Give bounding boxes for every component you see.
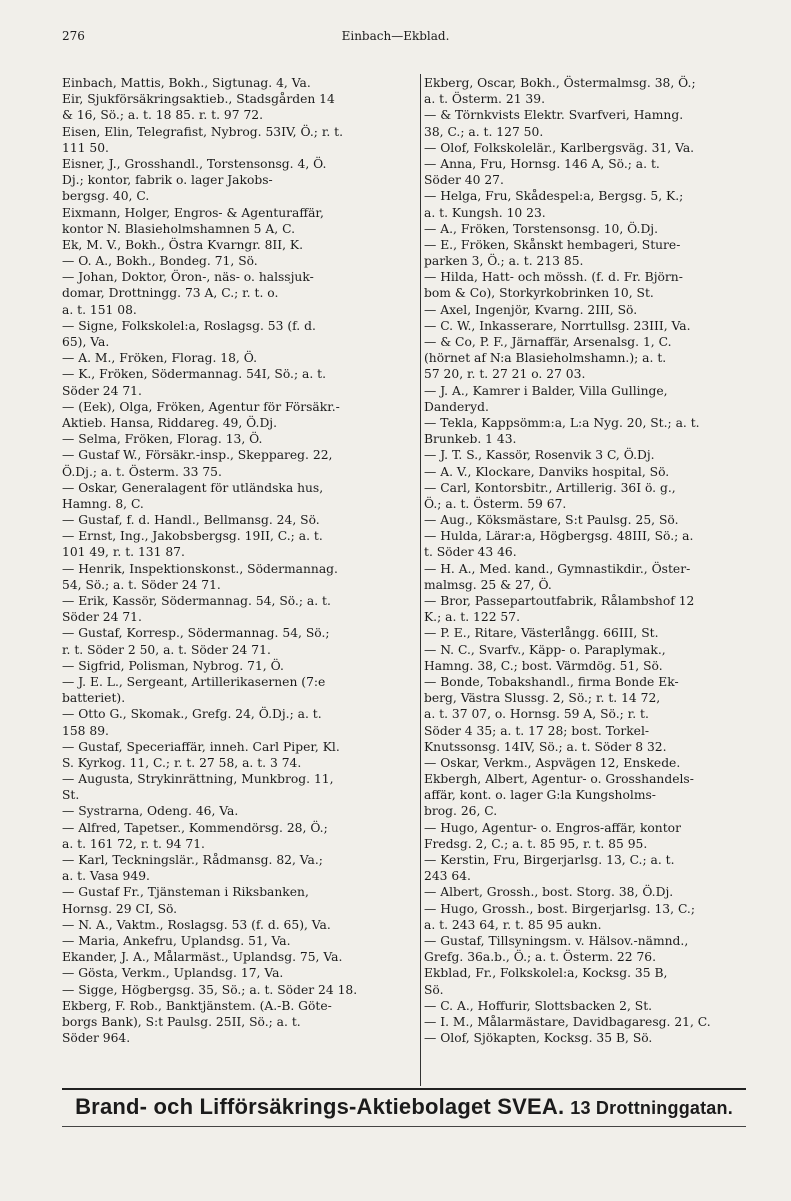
directory-line: — Hilda, Hatt- och mössh. (f. d. Fr. Björn- <box>424 270 683 285</box>
directory-line: — Albert, Grossh., bost. Storg. 38, Ö.Dj. <box>424 885 674 900</box>
directory-line: batteriet). <box>62 691 126 706</box>
advertisement-text: Brand- och Lifförsäkrings-Aktiebolaget SVEA. <box>75 1094 565 1119</box>
directory-line: Hamng. 8, C. <box>62 496 144 511</box>
directory-line: — J. E. L., Sergeant, Artillerikasernen (7:e <box>62 674 326 689</box>
directory-line: Eixmann, Holger, Engros- & Agenturaffär, <box>62 205 324 220</box>
directory-line: a. t. Kungsh. 10 23. <box>424 205 546 220</box>
directory-line: Söder 24 71. <box>62 610 142 625</box>
directory-line: — K., Fröken, Södermannag. 54I, Sö.; a. t. <box>62 367 326 382</box>
directory-line: — Carl, Kontorsbitr., Artillerig. 36I ö. g., <box>424 480 676 495</box>
directory-line: — N. C., Svarfv., Käpp- o. Paraplymak., <box>424 642 666 657</box>
directory-line: — J. A., Kamrer i Balder, Villa Gullinge, <box>424 383 668 398</box>
directory-line: Ö.Dj.; a. t. Österm. 33 75. <box>62 464 222 479</box>
directory-line: — Ernst, Ing., Jakobsbergsg. 19II, C.; a. t. <box>62 529 323 544</box>
directory-line: (hörnet af N:a Blasieholmshamn.); a. t. <box>424 351 667 366</box>
directory-line: — & Co, P. F., Järnaffär, Arsenalsg. 1, C. <box>424 335 672 349</box>
directory-line: — Hulda, Lärar:a, Högbergsg. 48III, Sö.; a. <box>424 529 694 544</box>
directory-line: Knutssonsg. 14IV, Sö.; a. t. Söder 8 32. <box>424 739 667 754</box>
bottom-rule <box>62 1088 746 1090</box>
directory-line: Hornsg. 29 CI, Sö. <box>62 901 178 916</box>
directory-line: 243 64. <box>424 869 471 884</box>
directory-line: — C. W., Inkasserare, Norrtullsg. 23III, Va. <box>424 318 691 333</box>
directory-line: t. Söder 43 46. <box>424 545 517 560</box>
directory-line: malmsg. 25 & 27, Ö. <box>424 577 552 592</box>
left-column <box>62 75 418 1046</box>
directory-line: — A. M., Fröken, Florag. 18, Ö. <box>62 351 258 366</box>
right-column <box>424 75 746 1046</box>
directory-line: — Maria, Ankefru, Uplandsg. 51, Va. <box>62 933 291 948</box>
directory-line: a. t. 151 08. <box>62 302 137 317</box>
directory-line: — Hugo, Grossh., bost. Birgerjarlsg. 13, C.; <box>424 901 695 916</box>
directory-line: Ekblad, Fr., Folkskolel:a, Kocksg. 35 B, <box>424 966 668 981</box>
directory-line: Ö.; a. t. Österm. 59 67. <box>424 496 567 511</box>
directory-line: Eisen, Elin, Telegrafist, Nybrog. 53IV, Ö.; r. t. <box>62 124 344 139</box>
directory-line: a. t. 243 64, r. t. 85 95 aukn. <box>424 917 602 932</box>
directory-line: bergsg. 40, C. <box>62 189 150 204</box>
directory-line: — Sigfrid, Polisman, Nybrog. 71, Ö. <box>62 658 284 673</box>
directory-line: — Alfred, Tapetser., Kommendörsg. 28, Ö.; <box>62 820 328 835</box>
directory-line: brog. 26, C. <box>424 804 498 819</box>
directory-line: Grefg. 36a.b., Ö.; a. t. Österm. 22 76. <box>424 950 657 965</box>
directory-line: & 16, Sö.; a. t. 18 85. r. t. 97 72. <box>62 108 264 123</box>
advertisement-banner <box>62 1094 746 1120</box>
directory-line: — A., Fröken, Torstensonsg. 10, Ö.Dj. <box>424 221 659 236</box>
directory-line: — Selma, Fröken, Florag. 13, Ö. <box>62 432 263 447</box>
directory-line: Ekberg, F. Rob., Banktjänstem. (A.-B. Göte- <box>62 998 332 1013</box>
directory-line: borgs Bank), S:t Paulsg. 25II, Sö.; a. t. <box>62 1014 301 1029</box>
directory-line: affär, kont. o. lager G:la Kungsholms- <box>424 788 656 803</box>
directory-line: — H. A., Med. kand., Gymnastikdir., Öster- <box>424 561 691 576</box>
directory-line: — Gösta, Verkm., Uplandsg. 17, Va. <box>62 966 284 981</box>
directory-line: — N. A., Vaktm., Roslagsg. 53 (f. d. 65), Va. <box>62 917 331 932</box>
directory-line: a. t. 161 72, r. t. 94 71. <box>62 836 205 851</box>
directory-line: kontor N. Blasieholmshamnen 5 A, C. <box>62 221 295 236</box>
directory-line: Ek, M. V., Bokh., Östra Kvarngr. 8II, K. <box>62 237 304 252</box>
directory-line: Hamng. 38, C.; bost. Värmdög. 51, Sö. <box>424 658 663 673</box>
directory-line: domar, Drottningg. 73 A, C.; r. t. o. <box>62 286 279 301</box>
directory-line: Aktieb. Hansa, Riddareg. 49, Ö.Dj. <box>62 415 278 430</box>
directory-line: — I. M., Målarmästare, Davidbagaresg. 21, C. <box>424 1014 711 1029</box>
directory-line: — Gustaf, f. d. Handl., Bellmansg. 24, Sö. <box>62 513 320 528</box>
directory-line: — Oskar, Verkm., Aspvägen 12, Enskede. <box>424 755 681 770</box>
directory-line: S. Kyrkog. 11, C.; r. t. 27 58, a. t. 3 74. <box>62 755 302 770</box>
directory-line: 111 50. <box>62 140 109 155</box>
directory-line: r. t. Söder 2 50, a. t. Söder 24 71. <box>62 642 271 657</box>
directory-line: — Augusta, Strykinrättning, Munkbrog. 11, <box>62 772 334 787</box>
directory-line: — Karl, Teckningslär., Rådmansg. 82, Va.; <box>62 853 323 867</box>
advertisement-address: 13 Drottninggatan. <box>570 1098 733 1118</box>
directory-line: — Olof, Sjökapten, Kocksg. 35 B, Sö. <box>424 1031 653 1046</box>
directory-line: — Gustaf, Speceriaffär, inneh. Carl Piper, Kl. <box>62 739 340 754</box>
directory-line: — O. A., Bokh., Bondeg. 71, Sö. <box>62 254 258 269</box>
directory-line: — Gustaf, Tillsyningsm. v. Hälsov.-nämnd., <box>424 933 689 948</box>
directory-line: — A. V., Klockare, Danviks hospital, Sö. <box>424 464 670 479</box>
directory-line: — Kerstin, Fru, Birgerjarlsg. 13, C.; a. t. <box>424 853 675 867</box>
directory-line: Fredsg. 2, C.; a. t. 85 95, r. t. 85 95. <box>424 836 648 851</box>
directory-line: parken 3, Ö.; a. t. 213 85. <box>424 254 584 269</box>
directory-line: — Helga, Fru, Skådespel:a, Bergsg. 5, K.; <box>424 189 684 204</box>
directory-line: — Henrik, Inspektionskonst., Södermannag. <box>62 561 338 576</box>
running-head: Einbach—Ekblad. <box>341 29 450 43</box>
directory-line: Dj.; kontor, fabrik o. lager Jakobs- <box>62 173 273 188</box>
directory-line: a. t. Österm. 21 39. <box>424 92 545 107</box>
directory-line: berg, Västra Slussg. 2, Sö.; r. t. 14 72, <box>424 691 661 706</box>
directory-line: — P. E., Ritare, Västerlångg. 66III, St. <box>424 626 659 641</box>
directory-line: Ekander, J. A., Målarmäst., Uplandsg. 75, Va. <box>62 950 343 965</box>
directory-line: — Johan, Doktor, Öron-, näs- o. halssjuk- <box>62 270 314 285</box>
directory-line: — Signe, Folkskolel:a, Roslagsg. 53 (f. d. <box>62 318 316 333</box>
directory-line: Söder 40 27. <box>424 173 504 188</box>
directory-line: 38, C.; a. t. 127 50. <box>424 124 544 139</box>
directory-line: — Systrarna, Odeng. 46, Va. <box>62 804 239 819</box>
directory-line: 54, Sö.; a. t. Söder 24 71. <box>62 577 221 592</box>
directory-line: — Axel, Ingenjör, Kvarng. 2III, Sö. <box>424 302 638 317</box>
directory-line: Sö. <box>424 982 444 997</box>
directory-line: Einbach, Mattis, Bokh., Sigtunag. 4, Va. <box>62 76 311 90</box>
directory-line: — Hugo, Agentur- o. Engros-affär, kontor <box>424 820 681 835</box>
directory-line: Danderyd. <box>424 399 489 414</box>
directory-line: Eisner, J., Grosshandl., Torstensonsg. 4, Ö. <box>62 156 327 171</box>
directory-line: 101 49, r. t. 131 87. <box>62 545 185 560</box>
directory-line: Ekberg, Oscar, Bokh., Östermalmsg. 38, Ö.; <box>424 76 696 90</box>
directory-line: — Aug., Köksmästare, S:t Paulsg. 25, Sö. <box>424 513 679 528</box>
directory-line: — Tekla, Kappsömm:a, L:a Nyg. 20, St.; a. t. <box>424 415 700 430</box>
directory-line: — (Eek), Olga, Fröken, Agentur för Försäkr.- <box>62 399 340 414</box>
directory-line: — J. T. S., Kassör, Rosenvik 3 C, Ö.Dj. <box>424 448 655 463</box>
directory-line: a. t. 37 07, o. Hornsg. 59 A, Sö.; r. t. <box>424 707 649 722</box>
directory-line: — Erik, Kassör, Södermannag. 54, Sö.; a. t. <box>62 594 331 608</box>
directory-line: a. t. Vasa 949. <box>62 869 150 884</box>
directory-line: — Otto G., Skomak., Grefg. 24, Ö.Dj.; a. t. <box>62 707 322 722</box>
directory-line: 65), Va. <box>62 335 110 349</box>
directory-line: — Gustaf Fr., Tjänsteman i Riksbanken, <box>62 885 309 900</box>
directory-line: Ekbergh, Albert, Agentur- o. Grosshandels- <box>424 772 694 787</box>
directory-line: St. <box>62 788 80 803</box>
directory-line: — Bonde, Tobakshandl., firma Bonde Ek- <box>424 674 679 689</box>
directory-line: Söder 24 71. <box>62 383 142 398</box>
directory-line: — Anna, Fru, Hornsg. 146 A, Sö.; a. t. <box>424 156 660 171</box>
directory-line: — C. A., Hoffurir, Slottsbacken 2, St. <box>424 998 653 1013</box>
directory-line: Söder 4 35; a. t. 17 28; bost. Torkel- <box>424 723 650 738</box>
footer-rule <box>62 1126 746 1127</box>
directory-line: 57 20, r. t. 27 21 o. 27 03. <box>424 367 586 382</box>
directory-line: Brunkeb. 1 43. <box>424 432 517 447</box>
directory-line: — Bror, Passepartoutfabrik, Rålambshof 12 <box>424 594 695 608</box>
column-divider <box>420 74 421 1086</box>
directory-line: — Oskar, Generalagent för utländska hus, <box>62 480 324 495</box>
directory-line: — Gustaf W., Försäkr.-insp., Skeppareg. 22, <box>62 448 333 463</box>
directory-line: bom & Co), Storkyrkobrinken 10, St. <box>424 286 654 301</box>
directory-line: Söder 964. <box>62 1031 131 1046</box>
directory-line: — Olof, Folkskolelär., Karlbergsväg. 31, Va. <box>424 140 695 155</box>
directory-line: — Gustaf, Korresp., Södermannag. 54, Sö.; <box>62 626 330 641</box>
directory-line: — & Törnkvists Elektr. Svarfveri, Hamng. <box>424 108 684 123</box>
directory-line: — Sigge, Högbergsg. 35, Sö.; a. t. Söder 24 18. <box>62 982 358 997</box>
directory-line: K.; a. t. 122 57. <box>424 610 520 625</box>
directory-line: Eir, Sjukförsäkringsaktieb., Stadsgården 14 <box>62 92 335 107</box>
directory-line: — E., Fröken, Skånskt hembageri, Sture- <box>424 237 681 252</box>
page-number: 276 <box>62 29 85 43</box>
directory-line: 158 89. <box>62 723 109 738</box>
